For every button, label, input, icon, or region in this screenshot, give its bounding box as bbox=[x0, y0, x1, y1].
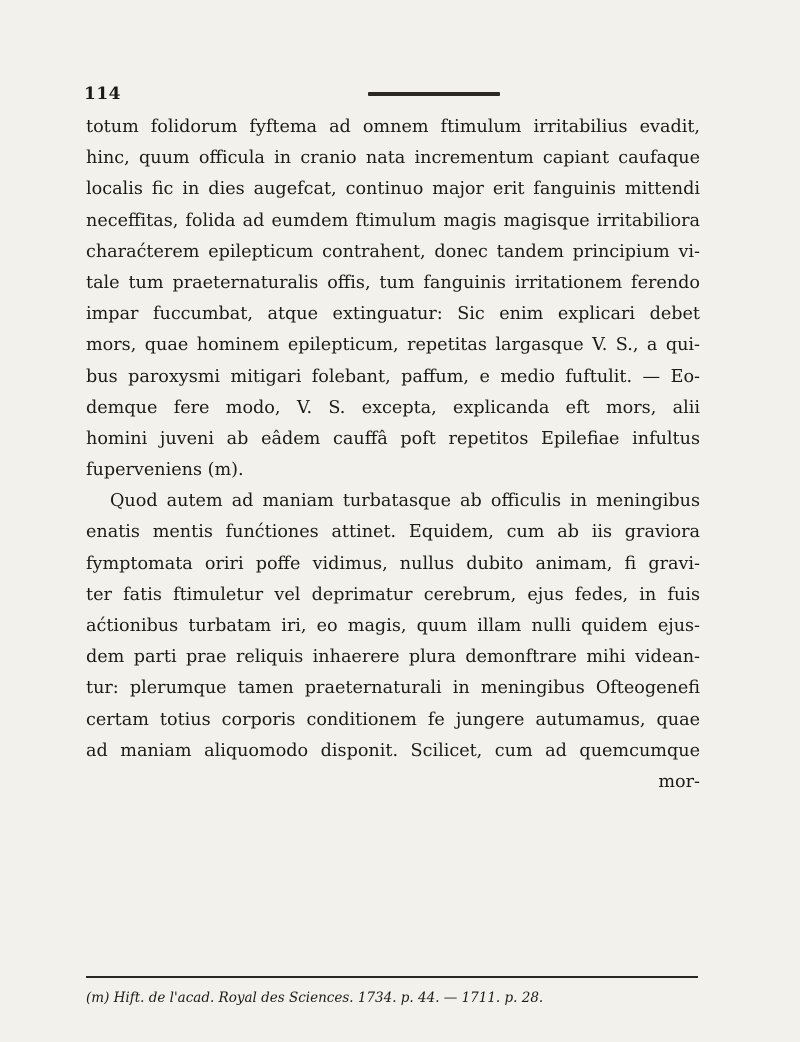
text-line: Quod autem ad maniam turbatasque ab officulis in meningibus bbox=[110, 491, 700, 512]
footnote: (m) Hift. de l'acad. Royal des Sciences. 1734. p. 44. — 1711. p. 28. bbox=[86, 990, 544, 1006]
text-line: ad maniam aliquomodo disponit. Scilicet, cum ad quemcumque bbox=[86, 740, 700, 761]
page-number: 114 bbox=[84, 84, 121, 104]
text-line: fymptomata oriri poffe vidimus, nullus dubito animam, fi gravi- bbox=[86, 553, 700, 574]
footnote-rule bbox=[86, 976, 698, 978]
text-line: enatis mentis funćtiones attinet. Equidem, cum ab iis graviora bbox=[86, 522, 700, 543]
text-line: demque fere modo, V. S. excepta, explicanda eft mors, alii bbox=[86, 397, 700, 418]
text-line: mors, quae hominem epilepticum, repetitas largasque V. S., a qui- bbox=[86, 335, 700, 356]
text-line: totum folidorum fyftema ad omnem ftimulum irritabilius evadit, bbox=[86, 117, 700, 137]
catchword: mor- bbox=[658, 771, 700, 792]
text-line: aćtionibus turbatam iri, eo magis, quum illam nulli quidem ejus- bbox=[86, 616, 700, 636]
text-line: certam totius corporis conditionem fe jungere autumamus, quae bbox=[86, 709, 700, 730]
text-line: impar fuccumbat, atque extinguatur: Sic enim explicari debet bbox=[86, 304, 700, 325]
text-line: hinc, quum officula in cranio nata incrementum capiant caufaque bbox=[86, 148, 700, 169]
text-line: fuperveniens (m). bbox=[86, 460, 244, 481]
text-line: neceffitas, folida ad eumdem ftimulum magis magisque irritabiliora bbox=[86, 210, 700, 231]
body-text bbox=[86, 112, 700, 798]
text-line: tale tum praeternaturalis offis, tum fanguinis irritationem ferendo bbox=[86, 272, 700, 293]
text-line: charaćterem epilepticum contrahent, donec tandem principium vi- bbox=[86, 241, 700, 262]
text-line: tur: plerumque tamen praeternaturali in meningibus Ofteogenefi bbox=[86, 678, 700, 699]
text-line: homini juveni ab eâdem cauffâ poft repetitos Epilefiae infultus bbox=[86, 428, 700, 449]
text-line: bus paroxysmi mitigari folebant, paffum, e medio fuftulit. — Eo- bbox=[86, 366, 700, 387]
text-line: ter fatis ftimuletur vel deprimatur cerebrum, ejus fedes, in fuis bbox=[86, 584, 700, 605]
text-line: dem parti prae reliquis inhaerere plura demonftrare mihi videan- bbox=[86, 647, 700, 668]
header-rule bbox=[368, 92, 500, 96]
text-line: localis fic in dies augefcat, continuo major erit fanguinis mittendi bbox=[86, 179, 700, 200]
